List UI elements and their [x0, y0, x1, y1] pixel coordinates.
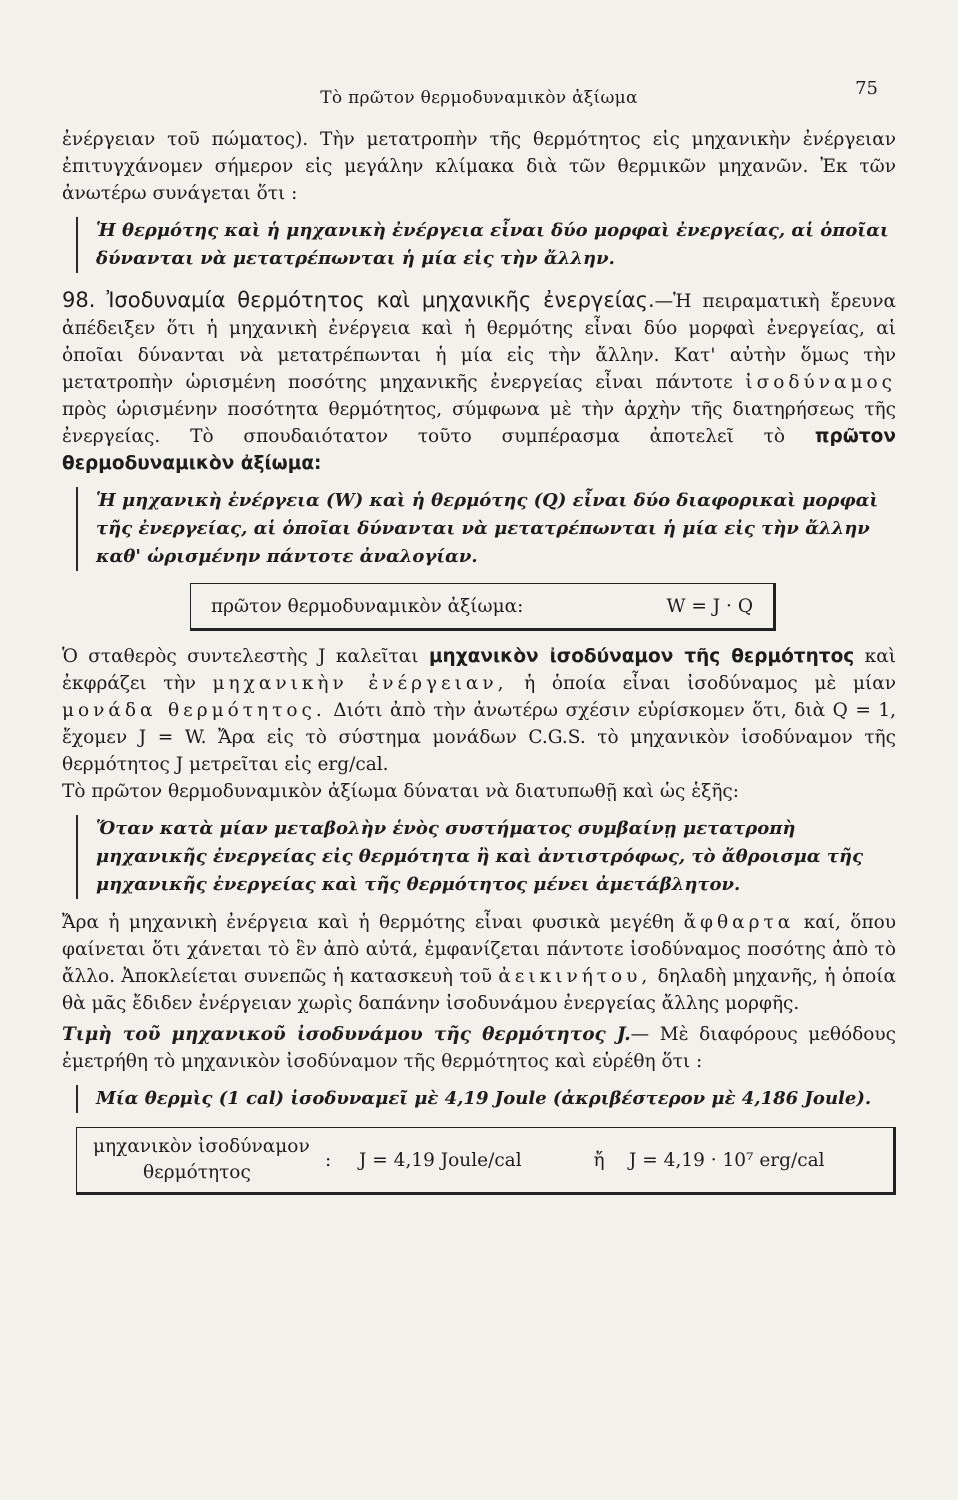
value-formula-box [76, 1127, 896, 1195]
paragraph-coefficient [62, 643, 896, 778]
text-fragment: ἡ ὁποία εἶναι ἰσοδύναμος μὲ μίαν [524, 673, 897, 694]
statement-box-1: Ἡ θερμότης καὶ ἡ μηχανικὴ ἐνέργεια εἶναι δύο μορφαὶ ἐνεργείας, αἱ ὁποῖαι δύνανται νὰ μετατρέπωνται ἡ μία εἰς τὴν ἄλλην. [76, 217, 896, 273]
paragraph-reformulation: Τὸ πρῶτον θερμοδυναμικὸν ἀξίωμα δύναται νὰ διατυπωθῇ καὶ ὡς ἑξῆς: [62, 781, 740, 802]
text-fragment: καὶ ἐκφράζει τὴν [62, 646, 896, 694]
page-number: 75 [855, 78, 878, 99]
formula-value-erg: J = 4,19 · 10⁷ erg/cal [629, 1149, 825, 1171]
section-number: 98. [62, 288, 96, 312]
spaced-term-indestructible: ἄφθαρτα [683, 912, 795, 933]
formula-colon: : [325, 1149, 332, 1171]
paragraph-value [62, 1021, 896, 1075]
value-heading: Τιμὴ τοῦ μηχανικοῦ ἰσοδυνάμου τῆς θερμότητος J. [62, 1024, 631, 1045]
statement-box-2: Ἡ μηχανικὴ ἐνέργεια (W) καὶ ἡ θερμότης (Q) εἶναι δύο διαφορικαὶ μορφαὶ τῆς ἐνεργείας, αἱ ὁποῖαι δύνανται νὰ μετατρέπωνται ἡ μία εἰς τὴν ἄλλην καθ' ὡρισμένην πάντοτε ἀναλογίαν. [76, 487, 896, 571]
text-fragment: δηλαδὴ μηχανῆς, ἡ ὁποία θὰ μᾶς ἔδιδεν ἐνέργειαν χωρὶς δαπάνην ἰσοδυνάμου ἐνεργείας ἄλλης μορφῆς. [62, 966, 897, 1014]
law-formula-box [190, 583, 776, 631]
spaced-term-2: μονάδα θερμότητος. [62, 700, 326, 721]
section-98 [62, 287, 896, 477]
formula-name-line-2: θερμότητος [143, 1162, 251, 1183]
text-fragment: — Μὲ διαφόρους μεθόδους ἐμετρήθη τὸ μηχανικὸν ἰσοδύναμον τῆς θερμότητος καὶ εὑρέθη ὅτι : [62, 1024, 896, 1072]
spaced-term-1: μηχανικὴν ἐνέργειαν, [212, 673, 508, 694]
law-formula: W = J · Q [666, 595, 753, 617]
text-fragment: Ὁ σταθερὸς συντελεστὴς J καλεῖται [62, 646, 419, 667]
section-text-a: —Ἡ πειραματικὴ ἔρευνα ἀπέδειξεν ὅτι ἡ μηχανικὴ ἐνέργεια καὶ ἡ θερμότης εἶναι δύο μορφαὶ ἐνεργείας, αἱ ὁποῖαι δύνανται νὰ μετατρέπωνται ἡ μία εἰς τὴν ἄλλην. Κατ' αὐτὴν ὅμως τὴν μετατροπὴν ὡρισμένη ποσότης μηχανικῆς ἐνεργείας εἶναι πάντοτε [62, 291, 896, 393]
formula-value-joule: J = 4,19 Joule/cal [359, 1149, 522, 1171]
law-label: πρῶτον θερμοδυναμικὸν ἀξίωμα: [211, 595, 524, 617]
text-fragment: καί, ὅπου φαίνεται ὅτι χάνεται τὸ ἓν ἀπὸ αὐτά, ἐμφανίζεται πάντοτε ἰσοδύναμος ποσότης ἀπὸ τὸ ἄλλο. Ἀποκλείεται συνεπῶς ἡ κατασκευὴ τοῦ [62, 912, 896, 987]
text-fragment: Ἄρα ἡ μηχανικὴ ἐνέργεια καὶ ἡ θερμότης εἶναι φυσικὰ μεγέθη [62, 912, 675, 933]
statement-box-4: Μία θερμὶς (1 cal) ἰσοδυναμεῖ μὲ 4,19 Joule (ἀκριβέστερον μὲ 4,186 Joule). [76, 1085, 896, 1113]
formula-name [93, 1134, 325, 1186]
page-body [62, 126, 896, 1195]
spaced-term-perpetual-motion: ἀεικινήτου, [498, 966, 652, 987]
formula-or: ἤ [593, 1149, 605, 1171]
formula-name-line-1: μηχανικὸν ἰσοδύναμον [93, 1136, 310, 1157]
text-fragment: Διότι ἀπὸ τὴν ἀνωτέρω σχέσιν εὑρίσκομεν ὅτι, διὰ Q = 1, ἔχομεν J = W. Ἄρα εἰς τὸ σύστημα μονάδων C.G.S. τὸ μηχανικὸν ἰσοδύναμον τῆς θερμότητος J μετρεῖται εἰς erg/cal. [62, 700, 896, 775]
section-bold-term: πρῶτον θερμοδυναμικὸν ἀξίωμα: [62, 426, 896, 474]
bold-term-mechanical-equivalent: μηχανικὸν ἰσοδύναμον τῆς θερμότητος [428, 646, 855, 667]
section-spaced-word: ἰσοδύναμος [745, 372, 896, 393]
running-header: Τὸ πρῶτον θερμοδυναμικὸν ἀξίωμα [320, 88, 638, 108]
statement-box-3: Ὅταν κατὰ μίαν μεταβολὴν ἑνὸς συστήματος συμβαίνῃ μετατροπὴ μηχανικῆς ἐνεργείας εἰς θερμότητα ἢ καὶ ἀντιστρόφως, τὸ ἄθροισμα τῆς μηχανικῆς ἐνεργείας καὶ τῆς θερμότητος μένει ἀμετάβλητον. [76, 815, 896, 899]
paragraph-indestructible [62, 909, 896, 1017]
paragraph-intro: ἐνέργειαν τοῦ πώματος). Τὴν μετατροπὴν τῆς θερμότητος εἰς μηχανικὴν ἐνέργειαν ἐπιτυγχάνομεν σήμερον εἰς μεγάλην κλίμακα διὰ τῶν θερμικῶν μηχανῶν. Ἐκ τῶν ἀνωτέρω συνάγεται ὅτι : [62, 129, 896, 204]
section-title: Ἰσοδυναμία θερμότητος καὶ μηχανικῆς ἐνεργείας. [106, 288, 655, 312]
section-text-b: πρὸς ὡρισμένην ποσότητα θερμότητος, σύμφωνα μὲ τὴν ἀρχὴν τῆς διατηρήσεως τῆς ἐνεργείας. Τὸ σπουδαιότατον τοῦτο συμπέρασμα ἀποτελεῖ τὸ [62, 399, 896, 447]
